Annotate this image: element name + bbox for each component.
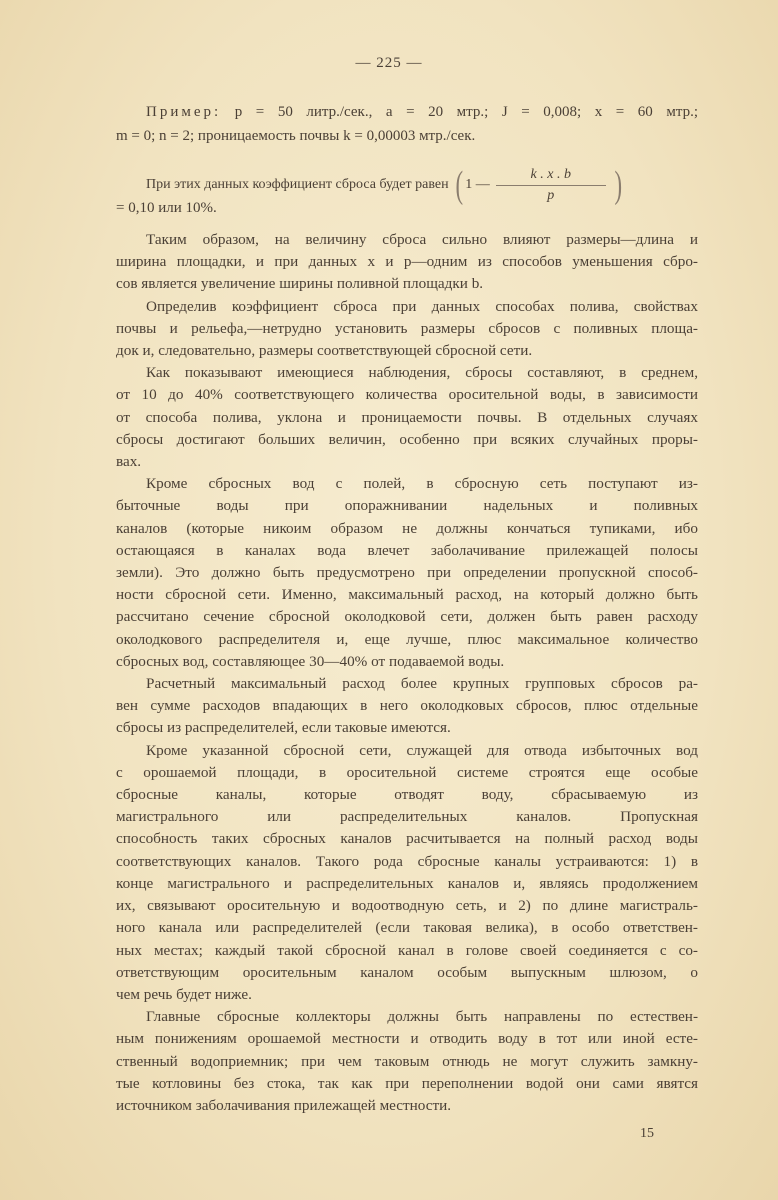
text-line: от способа полива, уклона и проницаемости почвы. В отдельных случаях — [116, 408, 698, 426]
text-line: Главные сбросные коллекторы должны быть направлены по естествен- — [146, 1008, 698, 1026]
paragraph — [116, 473, 698, 673]
text-line: быточные воды при опоражнивании надельных и поливных — [116, 497, 698, 515]
fraction-denominator: p — [547, 187, 555, 203]
paragraph — [116, 740, 698, 1006]
text-line: Определив коэффициент сброса при данных способах полива, свойствах — [146, 297, 698, 315]
text-line: почвы и рельефа,—нетрудно установить размеры сбросов с поливных площа- — [116, 319, 698, 337]
paragraph — [116, 296, 698, 363]
text-line: от 10 до 40% соответствующего количества оросительной воды, в зависимости — [116, 386, 698, 404]
formula-result: = 0,10 или 10%. — [116, 200, 217, 216]
page-number: — 225 — — [355, 55, 423, 71]
text-line: способность таких сбросных каналов расчитывается на полный расход воды — [116, 830, 698, 848]
fraction — [496, 167, 606, 204]
text-line: каналов (которые никоим образом не должны кончаться тупиками, ибо — [116, 519, 698, 537]
example-label: Пример: — [146, 104, 222, 120]
text-line: вен сумме расходов впадающих в него околодковых сбросов, плюс отдельные — [116, 697, 698, 715]
text-line: источником заболачивания прилежащей местности. — [116, 1096, 452, 1114]
right-paren: ) — [614, 164, 622, 206]
text-line: ных местах; каждый такой сбросной канал в голове своей соединяется с со- — [116, 941, 698, 959]
text-line: сбросных вод, составляющее 30—40% от подаваемой воды. — [116, 652, 505, 670]
paragraph — [116, 362, 698, 473]
fraction-numerator: k . x . b — [496, 167, 606, 186]
text-line: рассчитано сечение сбросной околодковой сети, должен быть равен расходу — [116, 608, 698, 626]
formula — [146, 165, 706, 205]
example-line-1 — [116, 100, 698, 124]
formula-one-minus: 1 — — [465, 177, 490, 192]
text-line: Таким образом, на величину сброса сильно влияют размеры—длина и — [146, 231, 698, 248]
left-paren: ( — [455, 164, 463, 206]
text-line: ности сбросной сети. Именно, максимальный расход, на который должно быть — [116, 586, 698, 604]
text-line: тые котловины без стока, так как при переполнении водой они сами явятся — [116, 1074, 698, 1092]
text-line: ным понижениям орошаемой местности и отводить воду в тот или иной есте- — [116, 1030, 698, 1048]
paragraph — [116, 229, 698, 296]
text-line: сбросы достигают больших величин, особенно при всяких случайных проры- — [116, 430, 698, 448]
text-line: док и, следовательно, размеры соответствующей сбросной сети. — [116, 342, 533, 360]
paragraph — [116, 673, 698, 740]
text-line: сов является увеличение ширины поливной площадки b. — [116, 275, 484, 293]
text-line: земли). Это должно быть предусмотрено при определении пропускной способ- — [116, 564, 698, 582]
example-values-1: p = 50 литр./сек., a = 20 мтр.; J = 0,008; x = 60 мтр.; — [234, 104, 698, 120]
text-line: их, связывают оросительную и водоотводную сеть, и 2) по длине магистраль- — [116, 897, 698, 915]
example-block — [116, 100, 698, 148]
formula-intro: При этих данных коэффициент сброса будет равен — [146, 177, 449, 192]
example-line-2: m = 0; n = 2; проницаемость почвы k = 0,00003 мтр./сек. — [116, 128, 476, 144]
text-line: ответствующим оросительным каналом особым выпускным шлюзом, о — [116, 963, 698, 981]
text-line: Как показывают имеющиеся наблюдения, сбросы составляют, в среднем, — [146, 364, 698, 382]
body-text — [116, 229, 698, 1117]
text-line: ственный водоприемник; при чем таковым отнюдь не могут служить замкну- — [116, 1052, 698, 1070]
text-line: с орошаемой площади, в оросительной системе строятся еще особые — [116, 763, 698, 781]
text-line: остающаяся в каналах вода влечет заболачивание прилежащей полосы — [116, 541, 698, 559]
text-line: Кроме сбросных вод с полей, в сбросную сеть поступают из- — [146, 475, 698, 493]
paragraph — [116, 1006, 698, 1117]
text-line: ного канала или распределителей (если таковая велика), в особо ответствен- — [116, 919, 698, 937]
text-line: соответствующих каналов. Такого рода сбросные каналы устраиваются: 1) в — [116, 852, 698, 870]
text-line: чем речь будет ниже. — [116, 985, 252, 1003]
text-line: магистрального или распределительных каналов. Пропускная — [116, 808, 698, 826]
text-line: ширина площадки, и при данных x и p—одним из способов уменьшения сбро- — [116, 253, 698, 271]
text-line: Кроме указанной сбросной сети, служащей для отвода избыточных вод — [146, 741, 698, 759]
text-line: конце магистрального и распределительных каналов и, являясь продолжением — [116, 874, 698, 892]
text-line: сбросные каналы, которые отводят воду, сбрасываемую из — [116, 786, 698, 804]
text-line: околодкового распределителя и, еще лучше, плюс максимальное количество — [116, 630, 698, 648]
text-line: сбросы из распределителей, если таковые имеются. — [116, 719, 451, 737]
text-line: Расчетный максимальный расход более крупных групповых сбросов ра- — [146, 675, 698, 693]
text-line: вах. — [116, 453, 142, 471]
signature-mark: 15 — [640, 1126, 654, 1141]
